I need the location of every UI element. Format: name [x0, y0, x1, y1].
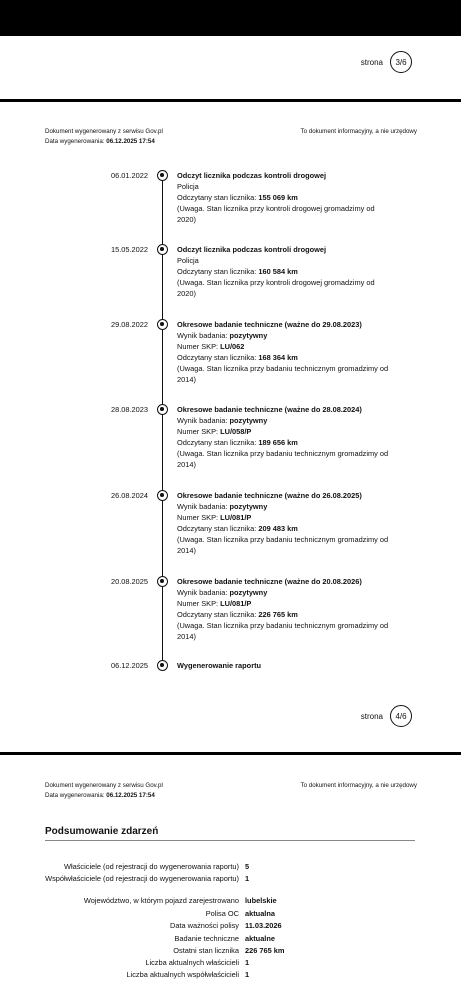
detail-value: 168 364 km — [258, 353, 298, 362]
event-date: 29.08.2022 — [111, 320, 148, 329]
event-detail-line — [177, 266, 402, 277]
timeline-dot-icon — [157, 170, 168, 181]
event-body — [177, 490, 402, 556]
page-separator — [0, 752, 461, 755]
detail-label: Wynik badania: — [177, 331, 230, 340]
date-value: 06.12.2025 17:54 — [106, 138, 155, 145]
detail-label: Numer SKP: — [177, 342, 221, 351]
date-value: 06.12.2025 17:54 — [106, 792, 155, 799]
detail-label: Numer SKP: — [177, 599, 221, 608]
event-detail-line: (Uwaga. Stan licznika przy badaniu technicznym gromadzimy od — [177, 621, 389, 630]
document-header — [45, 781, 417, 801]
event-date: 20.08.2025 — [111, 577, 148, 586]
event-detail-line: (Uwaga. Stan licznika przy badaniu technicznym gromadzimy od — [177, 449, 389, 458]
event-detail-line — [177, 501, 402, 512]
detail-value: LU/081/P — [220, 513, 252, 522]
detail-label: Numer SKP: — [177, 427, 221, 436]
summary-key: Liczba aktualnych współwłaścicieli — [126, 970, 239, 979]
top-black-bar — [0, 0, 461, 36]
event-title: Okresowe badanie techniczne (ważne do 29.08.2023) — [177, 320, 362, 329]
detail-label: Odczytany stan licznika: — [177, 193, 259, 202]
event-detail-line: 2014) — [177, 546, 196, 555]
generated-by-text: Dokument wygenerowany z serwisu Gov.pl — [45, 128, 163, 135]
summary-key: Współwłaściciele (od rejestracji do wygenerowania raportu) — [45, 874, 239, 883]
event-detail-line — [177, 587, 402, 598]
page-indicator-3 — [361, 51, 412, 73]
page-label: strona — [360, 57, 383, 67]
timeline-dot-icon — [157, 660, 168, 671]
date-label: Data wygenerowania: — [45, 792, 105, 799]
event-detail-line: (Uwaga. Stan licznika przy kontroli drogowej gromadzimy od — [177, 278, 375, 287]
summary-title: Podsumowanie zdarzeń — [45, 826, 159, 837]
summary-value: 5 — [245, 862, 250, 871]
event-detail-line: 2014) — [177, 632, 196, 641]
summary-value: lubelskie — [245, 896, 277, 905]
detail-label: Odczytany stan licznika: — [177, 353, 259, 362]
summary-key: Badanie techniczne — [174, 934, 239, 943]
detail-value: 160 584 km — [258, 267, 298, 276]
event-detail-line — [177, 609, 402, 620]
event-date: 06.01.2022 — [111, 171, 148, 180]
event-detail-line — [177, 330, 402, 341]
generated-date-line — [45, 791, 417, 801]
event-title: Wygenerowanie raportu — [177, 661, 262, 670]
detail-value: LU/062 — [220, 342, 245, 351]
summary-key: Liczba aktualnych właścicieli — [145, 958, 239, 967]
event-title: Odczyt licznika podczas kontroli drogowej — [177, 245, 327, 254]
summary-value: 1 — [245, 970, 250, 979]
event-detail-line — [177, 437, 402, 448]
summary-key: Ostatni stan licznika — [173, 946, 239, 955]
summary-value: 1 — [245, 958, 250, 967]
event-detail-line: Policja — [177, 182, 199, 191]
event-body — [177, 404, 402, 470]
summary-key: Województwo, w którym pojazd zarejestrowano — [83, 896, 239, 905]
summary-divider — [45, 840, 415, 841]
detail-value: 209 483 km — [258, 524, 298, 533]
event-detail-line: Policja — [177, 256, 199, 265]
detail-label: Wynik badania: — [177, 416, 230, 425]
detail-value: pozytywny — [229, 331, 268, 340]
event-detail-line — [177, 598, 402, 609]
page-indicator-4 — [361, 705, 412, 727]
generated-date-line — [45, 137, 417, 147]
event-date: 06.12.2025 — [111, 661, 148, 670]
event-body — [177, 170, 402, 225]
event-body — [177, 576, 402, 642]
event-detail-line — [177, 352, 402, 363]
detail-value: LU/081/P — [220, 599, 252, 608]
timeline-dot-icon — [157, 244, 168, 255]
summary-value: 11.03.2026 — [245, 921, 282, 930]
summary-value: 226 765 km — [245, 946, 285, 955]
detail-label: Wynik badania: — [177, 502, 230, 511]
timeline-dot-icon — [157, 404, 168, 415]
timeline-dot-icon — [157, 319, 168, 330]
summary-key: Właściciele (od rejestracji do wygenerowania raportu) — [64, 862, 239, 871]
detail-label: Odczytany stan licznika: — [177, 524, 259, 533]
detail-value: LU/058/P — [220, 427, 252, 436]
event-date: 15.05.2022 — [111, 245, 148, 254]
detail-label: Odczytany stan licznika: — [177, 610, 259, 619]
summary-value: aktualna — [245, 909, 275, 918]
notice-text: To dokument informacyjny, a nie urzędowy — [300, 782, 417, 789]
detail-value: 226 765 km — [258, 610, 298, 619]
event-detail-line: (Uwaga. Stan licznika przy badaniu technicznym gromadzimy od — [177, 535, 389, 544]
event-detail-line — [177, 426, 402, 437]
event-title: Odczyt licznika podczas kontroli drogowej — [177, 171, 327, 180]
page-number-badge: 3/6 — [390, 51, 412, 73]
detail-label: Numer SKP: — [177, 513, 221, 522]
event-detail-line — [177, 415, 402, 426]
event-detail-line — [177, 512, 402, 523]
event-detail-line: 2020) — [177, 289, 196, 298]
detail-value: 155 069 km — [258, 193, 298, 202]
timeline-dot-icon — [157, 576, 168, 587]
summary-value: 1 — [245, 874, 250, 883]
summary-key: Polisa OC — [205, 909, 239, 918]
page-separator — [0, 99, 461, 102]
detail-label: Odczytany stan licznika: — [177, 438, 259, 447]
page-number-badge: 4/6 — [390, 705, 412, 727]
detail-value: pozytywny — [229, 416, 268, 425]
document-header — [45, 127, 417, 147]
event-detail-line: 2020) — [177, 215, 196, 224]
detail-value: pozytywny — [229, 502, 268, 511]
event-detail-line — [177, 192, 402, 203]
event-body — [177, 660, 402, 671]
notice-text: To dokument informacyjny, a nie urzędowy — [300, 128, 417, 135]
event-detail-line — [177, 523, 402, 534]
event-detail-line: (Uwaga. Stan licznika przy kontroli drogowej gromadzimy od — [177, 204, 375, 213]
event-title: Okresowe badanie techniczne (ważne do 20.08.2026) — [177, 577, 362, 586]
event-date: 26.08.2024 — [111, 491, 148, 500]
event-title: Okresowe badanie techniczne (ważne do 28.08.2024) — [177, 405, 362, 414]
event-title: Okresowe badanie techniczne (ważne do 26.08.2025) — [177, 491, 362, 500]
event-detail-line: 2014) — [177, 375, 196, 384]
page-label: strona — [360, 711, 383, 721]
event-detail-line — [177, 341, 402, 352]
detail-label: Wynik badania: — [177, 588, 230, 597]
detail-value: pozytywny — [229, 588, 268, 597]
event-detail-line: (Uwaga. Stan licznika przy badaniu technicznym gromadzimy od — [177, 364, 389, 373]
event-date: 28.08.2023 — [111, 405, 148, 414]
event-body — [177, 319, 402, 385]
detail-value: 189 656 km — [258, 438, 298, 447]
summary-value: aktualne — [245, 934, 275, 943]
date-label: Data wygenerowania: — [45, 138, 105, 145]
generated-by-text: Dokument wygenerowany z serwisu Gov.pl — [45, 782, 163, 789]
event-detail-line: 2014) — [177, 460, 196, 469]
detail-label: Odczytany stan licznika: — [177, 267, 259, 276]
summary-key: Data ważności polisy — [169, 921, 239, 930]
timeline-dot-icon — [157, 490, 168, 501]
event-body — [177, 244, 402, 299]
